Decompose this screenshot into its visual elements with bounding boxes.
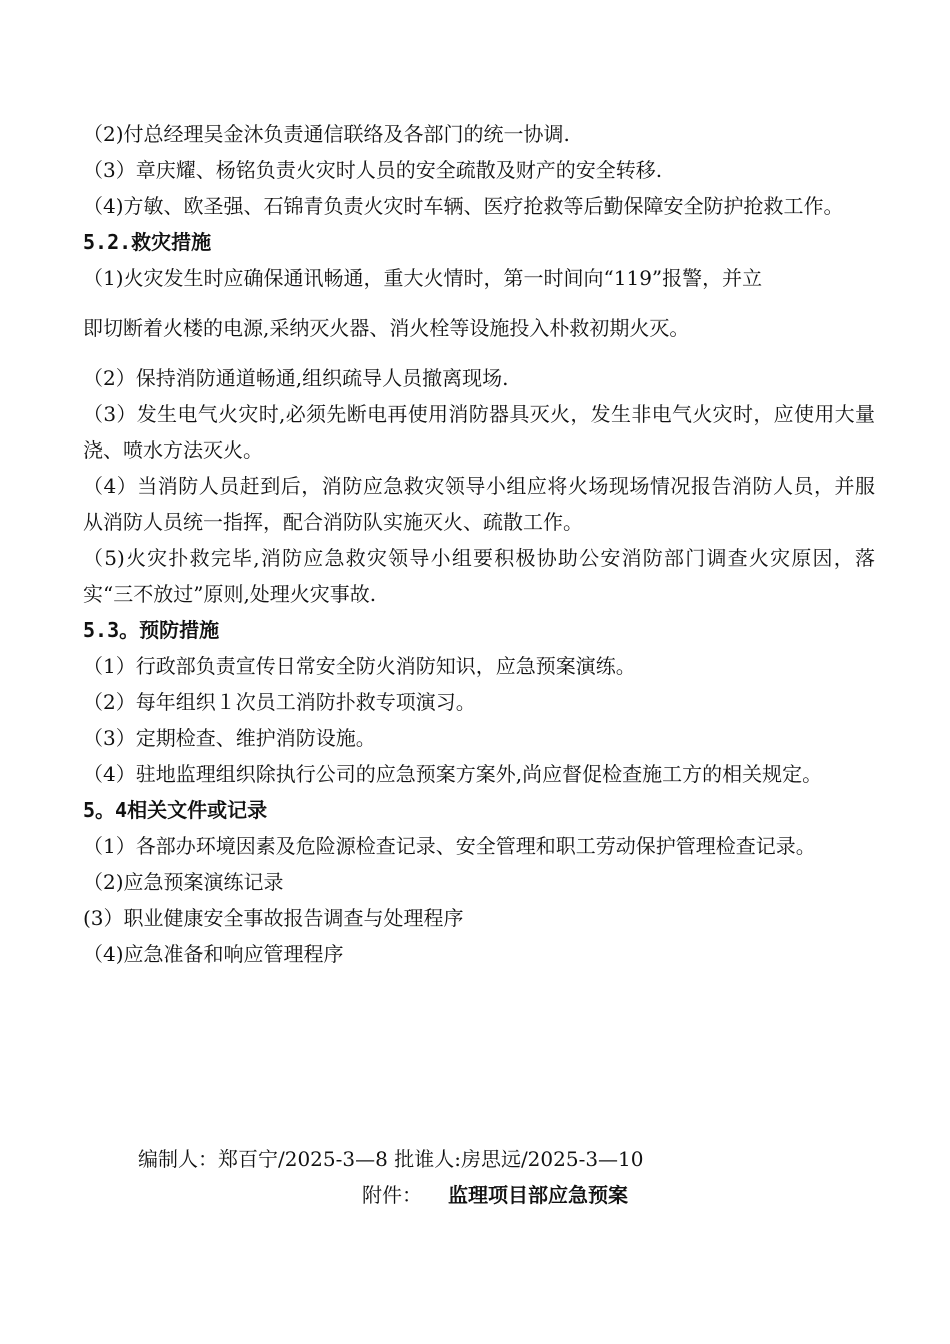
paragraph-5-3-1: （1）行政部负责宣传日常安全防火消防知识，应急预案演练。 [83, 654, 636, 678]
paragraph-5-1-4: （4)方敏、欧圣强、石锦青负责火灾时车辆、医疗抢救等后勤保障安全防护抢救工作。 [83, 194, 844, 218]
paragraph-5-4-1: （1）各部办环境因素及危险源检查记录、安全管理和职工劳动保护管理检查记录。 [83, 834, 816, 858]
paragraph-5-2-1-line1: （1)火灾发生时应确保通讯畅通，重大火情时，第一时间向“119”报警，并立 [83, 266, 763, 290]
attachment-line [362, 1178, 628, 1212]
paragraph-5-4-4: （4)应急准备和响应管理程序 [83, 942, 344, 966]
signature-line: 编制人：郑百宁/2025-3—8 批谁人:房思远/2025-3—10 [138, 1147, 644, 1171]
attachment-title: 监理项目部应急预案 [448, 1183, 628, 1207]
document-body [83, 116, 875, 972]
paragraph-5-3-4: （4）驻地监理组织除执行公司的应急预案方案外,尚应督促检查施工方的相关规定。 [83, 762, 823, 786]
heading-5-4: 5。4相关文件或记录 [83, 798, 268, 822]
paragraph-5-2-1-line2: 即切断着火楼的电源,采纳灭火器、消火栓等设施投入朴救初期火灭。 [83, 316, 690, 340]
paragraph-5-1-3: （3）章庆耀、杨铭负责火灾时人员的安全疏散及财产的安全转移. [83, 158, 663, 182]
attachment-label: 附件： [362, 1183, 422, 1207]
paragraph-5-2-5: （5)火灾扑救完毕,消防应急救灾领导小组要积极协助公安消防部门调查火灾原因，落实“三不放过”原则,处理火灾事故. [83, 546, 875, 606]
paragraph-5-3-2: （2）每年组织１次员工消防扑救专项演习。 [83, 690, 476, 714]
paragraph-5-2-2: （2）保持消防通道畅通,组织疏导人员撤离现场. [83, 366, 509, 390]
paragraph-5-1-2: （2)付总经理吴金沐负责通信联络及各部门的统一协调. [83, 122, 570, 146]
paragraph-5-2-3: （3）发生电气火灾时,必须先断电再使用消防器具灭火，发生非电气火灾时，应使用大量浇、喷水方法灭火。 [83, 402, 875, 462]
paragraph-5-4-3: (3）职业健康安全事故报告调查与处理程序 [83, 906, 464, 930]
heading-5-2: 5.2.救灾措施 [83, 230, 212, 254]
paragraph-5-3-3: （3）定期检查、维护消防设施。 [83, 726, 376, 750]
paragraph-5-2-4: （4）当消防人员赶到后，消防应急救灾领导小组应将火场现场情况报告消防人员，并服从消防人员统一指挥，配合消防队实施灭火、疏散工作。 [83, 474, 875, 534]
heading-5-3: 5.3。预防措施 [83, 618, 220, 642]
paragraph-5-4-2: （2)应急预案演练记录 [83, 870, 284, 894]
